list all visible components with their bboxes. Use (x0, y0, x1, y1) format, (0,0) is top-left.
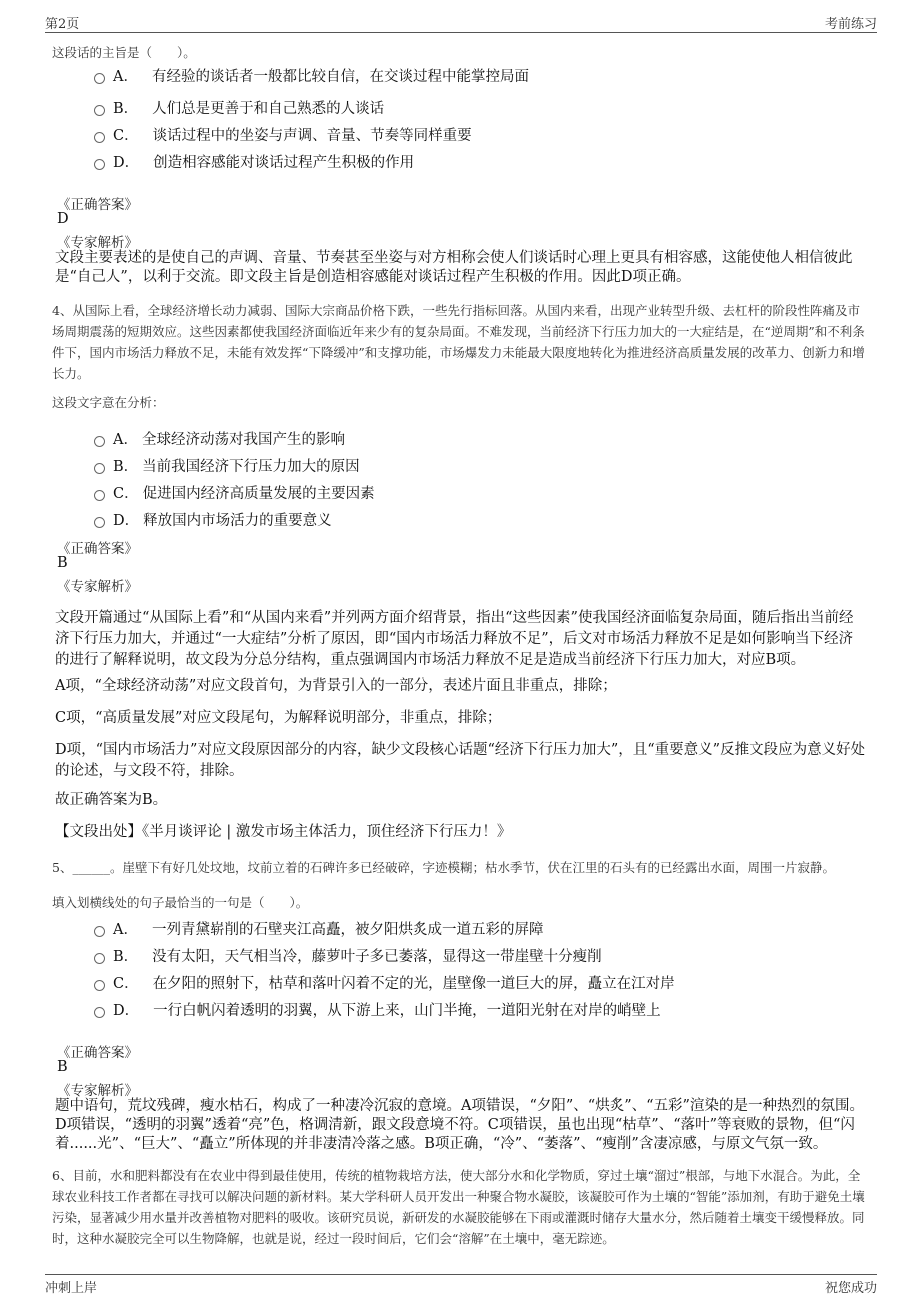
question-stem: 这段话的主旨是（ ）。 (52, 45, 196, 60)
option-letter: C． (113, 486, 139, 502)
option-text: 当前我国经济下行压力加大的原因 (142, 459, 360, 475)
analysis-text: 题中语句，荒坟残碑，瘦水枯石，构成了一种凄冷沉寂的意境。A项错误，“夕阳”、“烘炙”、“五彩”渲染的是一种热烈的氛围。D项错误，“透明的羽翼”透着“亮”色，格调清新，跟文段意境不符。C项错误，虽也出现“枯草”、“落叶”等衰败的景物，但“闪着......光”、“巨大”、“矗立”所体现的并非凄清冷落之感。B项正确，“冷”、“萎落”、“瘦削”含凄凉感，与原文气氛一致。 (55, 1098, 864, 1152)
option-letter: C． (113, 128, 139, 144)
option-d[interactable] (94, 509, 332, 530)
option-d[interactable] (94, 999, 661, 1020)
analysis-text: C项，“高质量发展”对应文段尾句，为解释说明部分，非重点，排除； (55, 710, 502, 726)
option-a[interactable] (94, 65, 529, 86)
answer-label: 《正确答案》 (57, 1045, 138, 1061)
option-text: 人们总是更善于和自己熟悉的人谈话 (152, 101, 385, 117)
analysis-label: 《专家解析》 (57, 1083, 138, 1099)
radio-icon[interactable] (94, 132, 105, 143)
source-citation: 【文段出处】《半月谈评论 | 激发市场主体活力，顶住经济下行压力！》 (55, 824, 512, 840)
option-text: 促进国内经济高质量发展的主要因素 (142, 486, 375, 502)
answer-value: D (57, 211, 69, 227)
radio-icon[interactable] (94, 490, 105, 501)
radio-icon[interactable] (94, 517, 105, 528)
analysis-text: A项，“全球经济动荡”对应文段首句，为背景引入的一部分，表述片面且非重点，排除； (55, 678, 617, 694)
option-text: 全球经济动荡对我国产生的影响 (141, 432, 345, 448)
option-letter: A． (113, 69, 138, 85)
answer-label: 《正确答案》 (57, 197, 138, 213)
option-letter: A． (113, 922, 138, 938)
option-letter: B． (113, 101, 139, 117)
option-text: 在夕阳的照射下，枯草和落叶闪着不定的光，崖壁像一道巨大的屏，矗立在江对岸 (152, 976, 675, 992)
page-footer (45, 1274, 877, 1297)
radio-icon[interactable] (94, 953, 105, 964)
radio-icon[interactable] (94, 436, 105, 447)
radio-icon[interactable] (94, 980, 105, 991)
option-text: 一行白帆闪着透明的羽翼，从下游上来，山门半掩，一道阳光射在对岸的峭壁上 (153, 1003, 661, 1019)
option-c[interactable] (94, 482, 375, 503)
answer-label: 《正确答案》 (57, 541, 138, 557)
analysis-text: D项，“国内市场活力”对应文段原因部分的内容，缺少文段核心话题“经济下行压力加大”，且“重要意义”反推文段应为意义好处的论述，与文段不符，排除。 (55, 742, 866, 779)
radio-icon[interactable] (94, 1007, 105, 1018)
question-passage: 5、______。崖壁下有好几处坟地，坟前立着的石碑许多已经破碎，字迹模糊；枯水季节，伏在江里的石头有的已经露出水面，周围一片寂静。 (52, 860, 835, 875)
option-letter: B． (113, 459, 139, 475)
analysis-text: 文段主要表述的是使自己的声调、音量、节奏甚至坐姿与对方相称会使人们谈话时心理上更具有相容感，这能使他人相信彼此是“自己人”，以利于交流。即文段主旨是创造相容感能对谈话过程产生积极的作用。因此D项正确。 (55, 250, 853, 285)
option-letter: C． (113, 976, 139, 992)
option-text: 谈话过程中的坐姿与声调、音量、节奏等同样重要 (152, 128, 472, 144)
analysis-text: 文段开篇通过“从国际上看”和“从国内来看”并列两方面介绍背景，指出“这些因素”使我国经济面临复杂局面，随后指出当前经济下行压力加大，并通过“一大症结”分析了原因，即“国内市场活力释放不足”，后文对市场活力释放不足是如何影响当下经济的进行了解释说明，故文段为分总分结构，重点强调国内市场活力释放不足是造成当前经济下行压力加大，对应B项。 (55, 610, 854, 668)
footer-left: 冲刺上岸 (45, 1280, 98, 1296)
option-a[interactable] (94, 918, 543, 939)
option-letter: B． (113, 949, 139, 965)
option-c[interactable] (94, 124, 472, 145)
option-b[interactable] (94, 945, 602, 966)
option-d[interactable] (94, 151, 414, 172)
analysis-label: 《专家解析》 (57, 579, 138, 595)
radio-icon[interactable] (94, 159, 105, 170)
option-letter: A． (113, 432, 138, 448)
option-text: 释放国内市场活力的重要意义 (143, 513, 332, 529)
option-a[interactable] (94, 428, 345, 449)
option-b[interactable] (94, 455, 360, 476)
page-header (45, 12, 877, 33)
page-number: 第2页 (45, 16, 80, 32)
option-text: 一列青黛崭削的石壁夹江高矗，被夕阳烘炙成一道五彩的屏障 (151, 922, 544, 938)
answer-value: B (57, 555, 68, 571)
option-letter: D． (113, 155, 140, 171)
option-b[interactable] (94, 97, 384, 118)
analysis-label: 《专家解析》 (57, 235, 138, 251)
header-title: 考前练习 (824, 16, 877, 32)
option-c[interactable] (94, 972, 675, 993)
question-stem: 这段文字意在分析： (52, 395, 165, 410)
radio-icon[interactable] (94, 73, 105, 84)
radio-icon[interactable] (94, 463, 105, 474)
answer-value: B (57, 1059, 68, 1075)
option-text: 没有太阳，天气相当冷，藤萝叶子多已萎落，显得这一带崖壁十分瘦削 (152, 949, 602, 965)
option-letter: D． (113, 513, 140, 529)
radio-icon[interactable] (94, 926, 105, 937)
analysis-text: 故正确答案为B。 (55, 792, 168, 808)
option-text: 有经验的谈话者一般都比较自信，在交谈过程中能掌控局面 (151, 69, 529, 85)
footer-right: 祝您成功 (824, 1280, 877, 1296)
question-passage: 4、从国际上看，全球经济增长动力减弱、国际大宗商品价格下跌，一些先行指标回落。从国内来看，出现产业转型升级、去杠杆的阶段性阵痛及市场周期震荡的短期效应。这些因素都使我国经济面临近年来少有的复杂局面。不难发现，当前经济下行压力加大的一大症结是，在“逆周期”和不利条件下，国内市场活力释放不足，未能有效发挥“下降缓冲”和支撑功能，市场爆发力未能最大限度地转化为推进经济高质量发展的改革力、创新力和增长力。 (52, 303, 865, 381)
option-text: 创造相容感能对谈话过程产生积极的作用 (153, 155, 415, 171)
option-letter: D． (113, 1003, 140, 1019)
radio-icon[interactable] (94, 105, 105, 116)
question-stem: 填入划横线处的句子最恰当的一句是（ ）。 (52, 895, 309, 910)
question-passage: 6、目前，水和肥料都没有在农业中得到最佳使用，传统的植物栽培方法，使大部分水和化学物质，穿过土壤“溜过”根部，与地下水混合。为此，全球农业科技工作者都在寻找可以解决问题的新材料。某大学科研人员开发出一种聚合物水凝胶，该凝胶可作为土壤的“智能”添加剂，有助于避免土壤污染，显著减少用水量并改善植物对肥料的吸收。该研究员说，新研发的水凝胶能够在下雨或灌溉时储存大量水分，然后随着土壤变干缓慢释放。同时，这种水凝胶完全可以生物降解，也就是说，经过一段时间后，它们会“溶解”在土壤中，毫无踪迹。 (52, 1168, 865, 1246)
